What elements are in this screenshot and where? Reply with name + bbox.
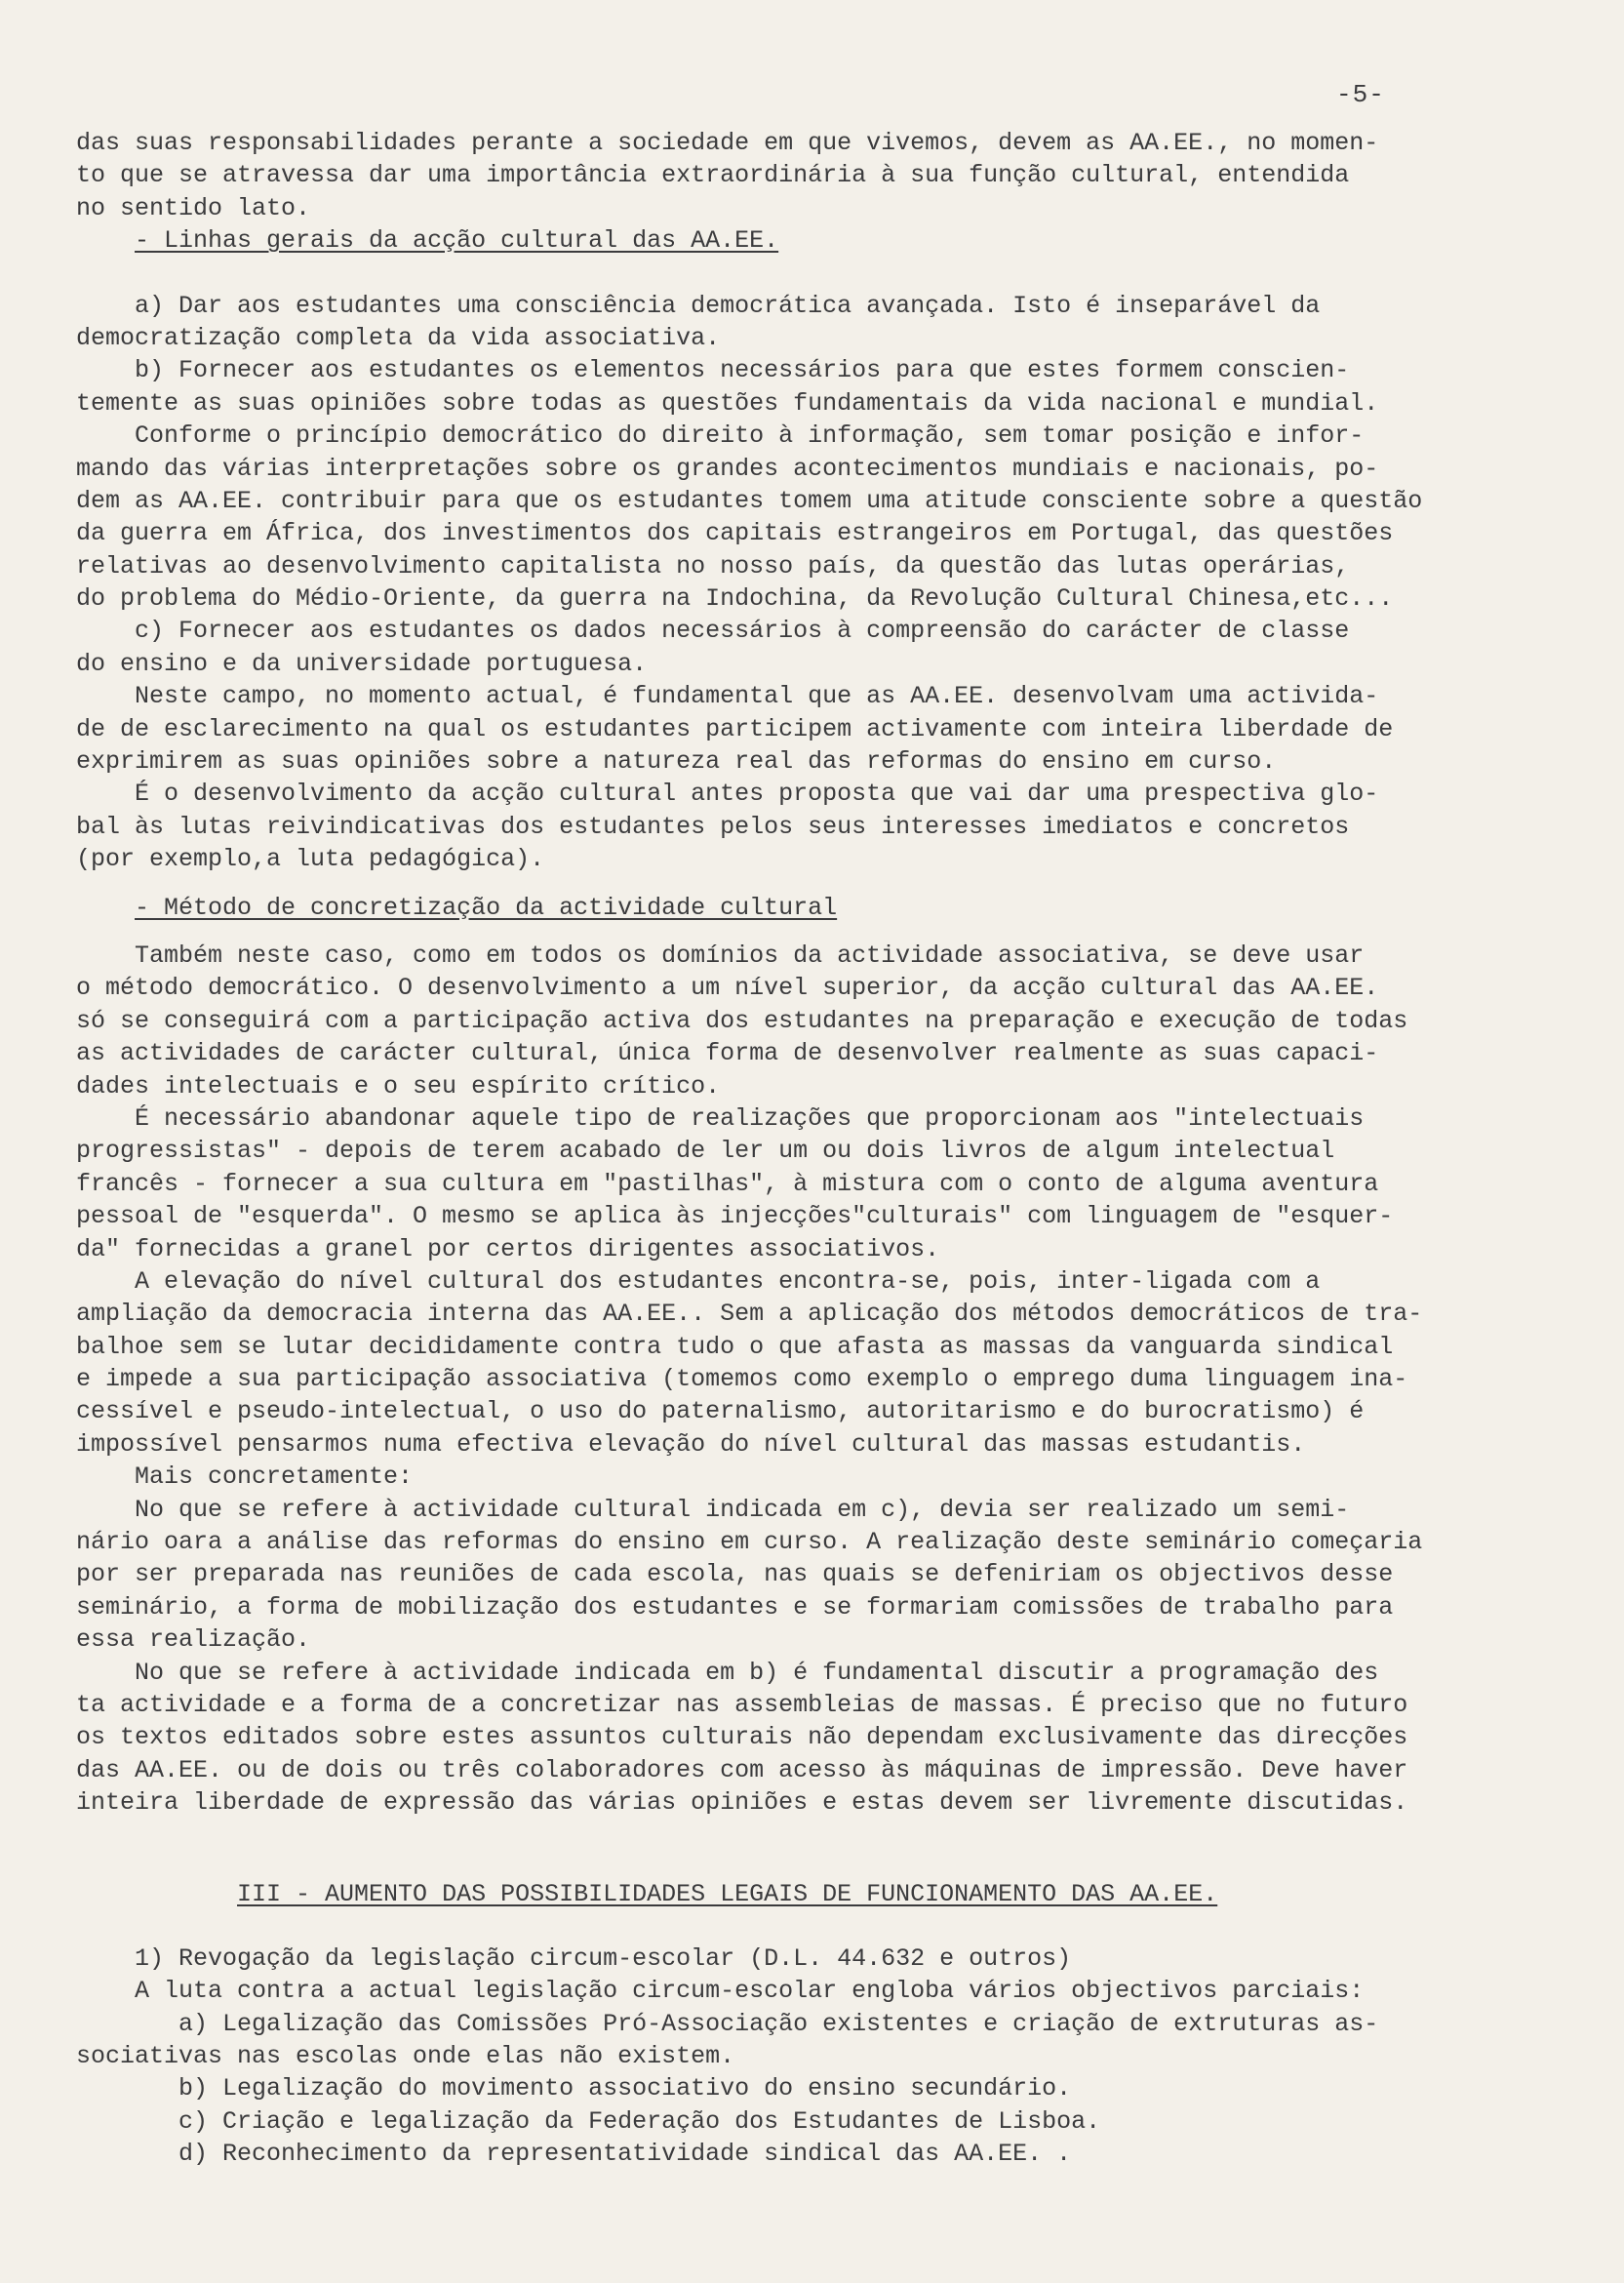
- text-line: democratização completa da vida associativa.: [76, 323, 721, 352]
- text-line: inteira liberdade de expressão das várias opiniões e estas devem ser livremente discutidas.: [76, 1788, 1408, 1818]
- text-line: to que se atravessa dar uma importância extraordinária à sua função cultural, entendida: [76, 161, 1350, 190]
- text-line: do ensino e da universidade portuguesa.: [76, 649, 648, 678]
- text-line: a) Dar aos estudantes uma consciência democrática avançada. Isto é inseparável da: [76, 291, 1321, 320]
- spacer: [76, 1910, 1539, 1943]
- text-line: nário oara a análise das reformas do ensino em curso. A realização deste seminário começaria: [76, 1528, 1423, 1557]
- spacer: [76, 876, 1539, 892]
- text-line: c) Fornecer aos estudantes os dados necessários à compreensão do carácter de classe: [76, 617, 1350, 646]
- text-line: Neste campo, no momento actual, é fundamental que as AA.EE. desenvolvam uma activida-: [76, 682, 1379, 711]
- text-line: No que se refere à actividade cultural indicada em c), devia ser realizado um semi-: [76, 1495, 1350, 1524]
- text-line: pessoal de "esquerda". O mesmo se aplica às injecções"culturais" com linguagem de "esquer-: [76, 1202, 1394, 1231]
- text-line: Mais concretamente:: [76, 1462, 414, 1492]
- text-line: d) Reconhecimento da representatividade sindical das AA.EE. .: [76, 2140, 1072, 2169]
- document-body: [76, 127, 1539, 2171]
- section-heading-text: - Linhas gerais da acção cultural das AA.EE.: [135, 226, 779, 256]
- text-line: e impede a sua participação associativa (tomemos como exemplo o emprego duma linguagem ina-: [76, 1365, 1408, 1394]
- text-line: o método democrático. O desenvolvimento a um nível superior, da acção cultural das AA.EE.: [76, 974, 1379, 1003]
- text-line: essa realização.: [76, 1625, 311, 1655]
- text-line: sociativas nas escolas onde elas não existem.: [76, 2042, 735, 2071]
- text-line: do problema do Médio-Oriente, da guerra na Indochina, da Revolução Cultural Chinesa,etc...: [76, 584, 1394, 614]
- text-line: dem as AA.EE. contribuir para que os estudantes tomem uma atitude consciente sobre a questão: [76, 486, 1423, 515]
- page-number: -5-: [1336, 80, 1385, 109]
- text-line: Também neste caso, como em todos os domínios da actividade associativa, se deve usar: [76, 941, 1365, 970]
- text-line: exprimirem as suas opiniões sobre a natureza real das reformas do ensino em curso.: [76, 747, 1277, 777]
- text-line: seminário, a forma de mobilização dos estudantes e se formariam comissões de trabalho para: [76, 1592, 1394, 1622]
- text-line: os textos editados sobre estes assuntos culturais não dependam exclusivamente das direcções: [76, 1723, 1408, 1752]
- text-line: A elevação do nível cultural dos estudantes encontra-se, pois, inter-ligada com a: [76, 1266, 1321, 1296]
- text-line: cessível e pseudo-intelectual, o uso do paternalismo, autoritarismo e do burocratismo) é: [76, 1397, 1365, 1426]
- text-line: ta actividade e a forma de a concretizar nas assembleias de massas. É preciso que no futuro: [76, 1690, 1408, 1719]
- text-line: relativas ao desenvolvimento capitalista no nosso país, da questão das lutas operárias,: [76, 551, 1350, 581]
- text-line: francês - fornecer a sua cultura em "pastilhas", à mistura com o conto de alguma aventura: [76, 1169, 1379, 1198]
- section-heading: [76, 892, 1539, 924]
- text-line: c) Criação e legalização da Federação dos Estudantes de Lisboa.: [76, 2106, 1101, 2136]
- text-line: temente as suas opiniões sobre todas as questões fundamentais da vida nacional e mundial.: [76, 388, 1379, 418]
- text-line: da guerra em África, dos investimentos dos capitais estrangeiros em Portugal, das questões: [76, 519, 1394, 548]
- text-line: É necessário abandonar aquele tipo de realizações que proporcionam aos "intelectuais: [76, 1103, 1365, 1133]
- text-line: ampliação da democracia interna das AA.EE.. Sem a aplicação dos métodos democráticos de tra-: [76, 1300, 1423, 1329]
- text-line: Conforme o princípio democrático do direito à informação, sem tomar posição e infor-: [76, 421, 1365, 451]
- text-line: das AA.EE. ou de dois ou três colaboradores com acesso às máquinas de impressão. Deve haver: [76, 1755, 1408, 1784]
- text-line: b) Fornecer aos estudantes os elementos necessários para que estes formem conscien-: [76, 356, 1350, 385]
- section-heading: [76, 224, 1539, 257]
- spacer: [76, 924, 1539, 940]
- text-line: de de esclarecimento na qual os estudantes participem activamente com inteira liberdade de: [76, 714, 1394, 743]
- text-line: (por exemplo,a luta pedagógica).: [76, 845, 545, 874]
- section-heading: [76, 1878, 1539, 1910]
- text-line: no sentido lato.: [76, 193, 311, 222]
- text-line: mando das várias interpretações sobre os grandes acontecimentos mundiais e nacionais, po-: [76, 454, 1379, 483]
- text-line: b) Legalização do movimento associativo do ensino secundário.: [76, 2074, 1072, 2103]
- text-line: das suas responsabilidades perante a sociedade em que vivemos, devem as AA.EE., no momen-: [76, 129, 1379, 157]
- section-heading-text: III - AUMENTO DAS POSSIBILIDADES LEGAIS DE FUNCIONAMENTO DAS AA.EE.: [237, 1879, 1218, 1908]
- text-line: 1) Revogação da legislação circum-escolar (D.L. 44.632 e outros): [76, 1943, 1072, 1973]
- text-line: bal às lutas reivindicativas dos estudantes pelos seus interesses imediatos e concretos: [76, 812, 1350, 841]
- text-line: balhoe sem se lutar decididamente contra tudo o que afasta as massas da vanguarda sindical: [76, 1332, 1394, 1361]
- text-line: só se conseguirá com a participação activa dos estudantes na preparação e execução de todas: [76, 1006, 1408, 1035]
- text-line: progressistas" - depois de terem acabado de ler um ou dois livros de algum intelectual: [76, 1137, 1335, 1166]
- text-line: É o desenvolvimento da acção cultural antes proposta que vai dar uma prespectiva glo-: [76, 780, 1379, 809]
- text-line: impossível pensarmos numa efectiva elevação do nível cultural das massas estudantis.: [76, 1429, 1306, 1459]
- text-line: dades intelectuais e o seu espírito crítico.: [76, 1071, 721, 1101]
- spacer: [76, 258, 1539, 290]
- text-line: No que se refere à actividade indicada em b) é fundamental discutir a programação des: [76, 1658, 1379, 1687]
- text-line: por ser preparada nas reuniões de cada escola, nas quais se defeniriam os objectivos desse: [76, 1560, 1394, 1589]
- spacer: [76, 1820, 1539, 1878]
- text-line: da" fornecidas a granel por certos dirigentes associativos.: [76, 1234, 940, 1263]
- section-heading-text: - Método de concretização da actividade cultural: [135, 893, 838, 922]
- text-line: as actividades de carácter cultural, única forma de desenvolver realmente as suas capaci-: [76, 1039, 1379, 1068]
- text-line: a) Legalização das Comissões Pró-Associação existentes e criação de extruturas as-: [76, 2009, 1379, 2038]
- text-line: A luta contra a actual legislação circum-escolar engloba vários objectivos parciais:: [76, 1977, 1365, 2006]
